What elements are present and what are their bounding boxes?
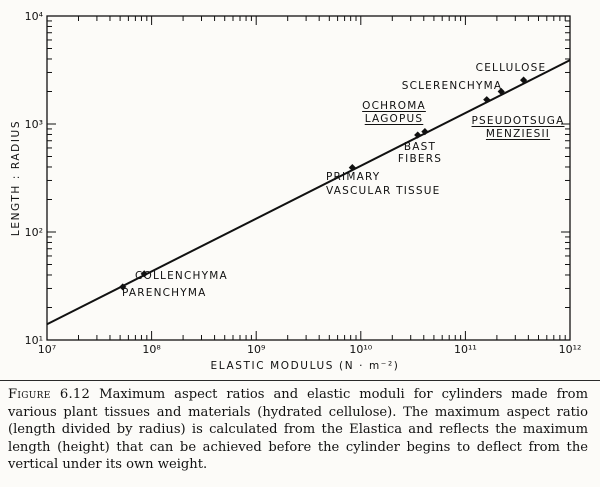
data-point [483,96,490,103]
annotation-label: FIBERS [397,153,443,165]
caption-text: Maximum aspect ratios and elastic moduli for cylinders made from various plant tissues and materials (hydrated cellulose). The maximum aspect ratio (length divided by radius) is calculated from the Elastica and reflects the maximum length (height) that can be achieved before the cylinder begins to deflect from the vertical under its own weight. [8,387,588,473]
data-points [119,76,527,290]
annotation-label: PRIMARY [326,171,381,183]
annotation-label: PSEUDOTSUGA [471,115,565,127]
x-tick-label: 10⁸ [142,343,161,356]
y-axis-label: LENGTH : RADIUS [10,119,22,237]
annotation-label: PARENCHYMA [122,287,207,299]
annotation-label: OCHROMA [362,100,426,112]
annotation-label: CELLULOSE [475,62,547,74]
x-tick-label: 10¹¹ [453,343,477,356]
caption-label: Figure 6.12 [8,387,91,402]
annotation-label: SCLERENCHYMA [401,80,503,92]
figure-caption [8,386,588,474]
y-tick-label: 10² [24,226,43,239]
x-tick-label: 10⁹ [246,343,266,356]
annotation-label: MENZIESII [485,128,551,140]
y-tick-label: 10¹ [24,334,43,347]
annotation-label: BAST [403,141,437,153]
x-tick-label: 10¹² [558,343,582,356]
annotation-label: LAGOPUS [364,113,424,125]
x-tick-label: 10⁷ [37,343,57,356]
x-axis-label: ELASTIC MODULUS (N · m⁻²) [210,360,400,372]
annotation-label: VASCULAR TISSUE [326,185,441,197]
x-tick-label: 10¹⁰ [349,343,373,356]
y-tick-label: 10⁴ [24,10,43,23]
y-tick-label: 10³ [24,118,43,131]
annotation-label: COLLENCHYMA [135,270,228,282]
fit-line [47,60,570,324]
caption-divider [0,380,600,381]
